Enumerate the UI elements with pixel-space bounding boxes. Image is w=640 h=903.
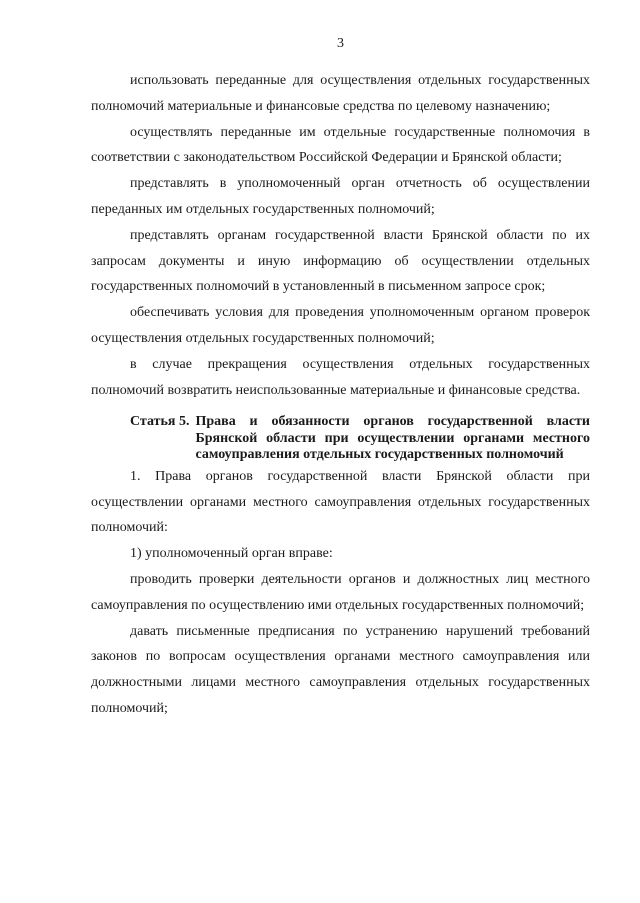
paragraph: представлять в уполномоченный орган отчетность об осуществлении переданных им отдельных государственных полномочий;	[91, 176, 590, 217]
paragraph: обеспечивать условия для проведения уполномоченным органом проверок осуществления отдельных государственных полномочий;	[91, 305, 590, 346]
paragraph: в случае прекращения осуществления отдельных государственных полномочий возвратить неиспользованные материальные и финансовые средства.	[91, 356, 590, 398]
paragraph: проводить проверки деятельности органов и должностных лиц местного самоуправления по осуществлению ими отдельных государственных полномочий;	[91, 572, 590, 613]
paragraph: осуществлять переданные им отдельные государственные полномочия в соответствии с законодательством Российской Федерации и Брянской области;	[91, 124, 590, 166]
paragraph: представлять органам государственной власти Брянской области по их запросам документы и иную информацию об осуществлении отдельных государственных полномочий в установленный в письменном запросе срок;	[91, 227, 590, 295]
paragraph: 1. Права органов государственной власти Брянской области при осуществлении органами местного самоуправления отдельных государственных полномочий:	[91, 468, 590, 536]
paragraph: давать письменные предписания по устранению нарушений требований законов по вопросам осуществления органами местного самоуправления или должностными лицами местного самоуправления отдельных государственных полномочий;	[91, 623, 590, 717]
paragraph: 1) уполномоченный орган вправе:	[130, 546, 333, 562]
article-title: Права и обязанности органов государственной власти Брянской области при осуществлении органами местного самоуправления отдельных государственных полномочий	[195, 414, 590, 463]
article-number: Статья 5.	[130, 414, 190, 430]
page-number: 3	[337, 36, 344, 51]
paragraph: использовать переданные для осуществления отдельных государственных полномочий материальные и финансовые средства по целевому назначению;	[91, 73, 590, 114]
article-heading	[91, 414, 590, 464]
